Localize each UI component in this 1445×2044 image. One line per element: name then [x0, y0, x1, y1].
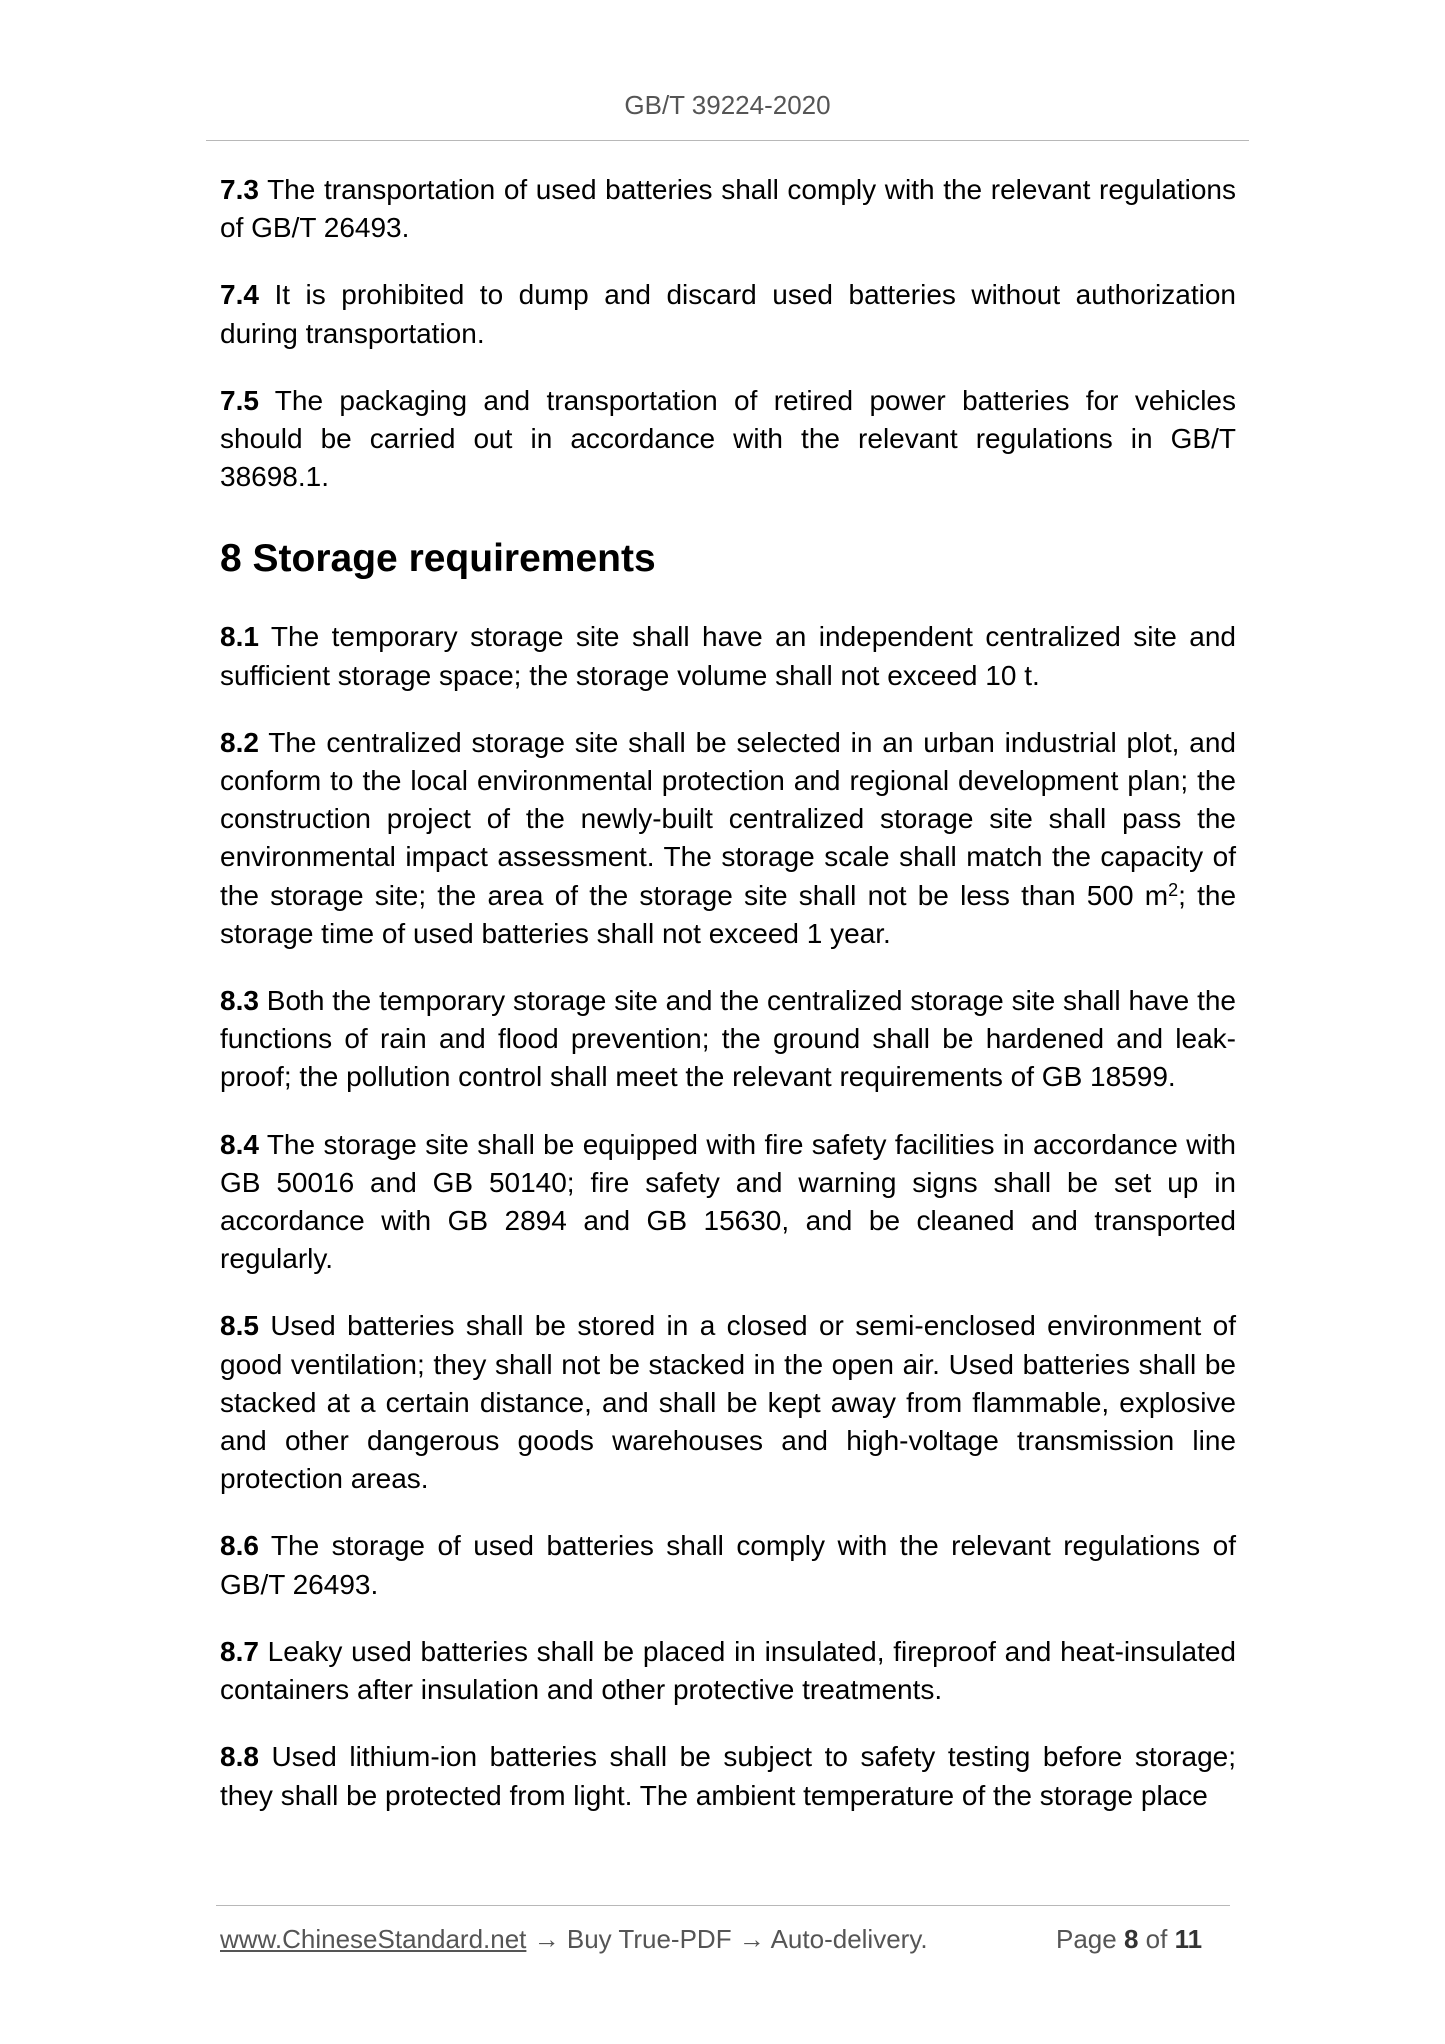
clause-number: 7.5: [220, 384, 259, 416]
clause-8-5: [220, 1307, 1236, 1498]
clause-8-8: [220, 1738, 1236, 1814]
right-arrow-icon: →: [533, 1924, 560, 1954]
website-link[interactable]: www.ChineseStandard.net: [220, 1924, 527, 1954]
header-divider: [206, 140, 1249, 141]
clause-text: Used lithium-ion batteries shall be subject to safety testing before storage; they shall be protected from light. The ambient temperature of the storage place: [220, 1741, 1236, 1811]
page-current: 8: [1123, 1924, 1139, 1954]
clause-7-3: [220, 171, 1236, 247]
section-heading-8: 8 Storage requirements: [220, 537, 656, 581]
clause-number: 8.3: [220, 985, 259, 1017]
clause-7-4: [220, 276, 1236, 352]
clause-text: The storage site shall be equipped with fire safety facilities in accordance with GB 50016 and GB 50140; fire safety and warning signs shall be set up in accordance with GB 2894 and GB 15630, and be cleaned and transported regularly.: [220, 1128, 1236, 1275]
clause-7-5: [220, 382, 1236, 497]
clause-number: 7.4: [220, 279, 259, 311]
right-arrow-icon: →: [738, 1924, 765, 1954]
footer-promo: [220, 1924, 928, 1955]
clause-text: It is prohibited to dump and discard used batteries without authorization during transportation.: [220, 279, 1236, 349]
page-indicator: [1056, 1924, 1202, 1955]
clause-text: The packaging and transportation of retired power batteries for vehicles should be carried out in accordance with the relevant regulations in GB/T 38698.1.: [220, 384, 1236, 493]
clause-text: Both the temporary storage site and the centralized storage site shall have the functions of rain and flood prevention; the ground shall be hardened and leak-proof; the pollution control shall meet the relevant requirements of GB 18599.: [220, 985, 1236, 1093]
clause-number: 8.7: [220, 1635, 259, 1667]
page-body: [220, 171, 1236, 1844]
clause-text: Leaky used batteries shall be placed in insulated, fireproof and heat-insulated containers after insulation and other protective treatments.: [220, 1635, 1236, 1706]
clause-text: Used batteries shall be stored in a closed or semi-enclosed environment of good ventilation; they shall not be stacked in the open air. Used batteries shall be stacked at a certain distance, and shall be kept away from flammable, explosive and other dangerous goods warehouses and high-voltage transmission line protection areas.: [220, 1310, 1236, 1495]
clause-text-continued: ; the storage time of used batteries shall not exceed 1 year.: [220, 879, 1237, 949]
clause-8-6: [220, 1527, 1236, 1603]
clause-number: 8.4: [220, 1128, 259, 1160]
delivery-text: Auto-delivery.: [764, 1924, 928, 1954]
header-title: GB/T 39224-2020: [624, 90, 831, 120]
clause-8-1: [220, 618, 1236, 694]
clause-8-4: [220, 1126, 1236, 1279]
of-label: of: [1145, 1924, 1168, 1954]
clause-number: 8.8: [220, 1741, 259, 1773]
clause-number: 7.3: [220, 174, 259, 205]
clause-8-3: [220, 982, 1236, 1097]
buy-text: Buy True-PDF: [559, 1924, 739, 1954]
clause-text: The temporary storage site shall have an independent centralized site and sufficient storage space; the storage volume shall not exceed 10 t.: [220, 621, 1236, 691]
page-label: Page: [1056, 1924, 1117, 1954]
footer-divider: [216, 1905, 1230, 1906]
clause-number: 8.6: [220, 1530, 259, 1562]
clause-number: 8.2: [220, 726, 259, 758]
clause-8-7: [220, 1633, 1236, 1709]
clause-text: The storage of used batteries shall comply with the relevant regulations of GB/T 26493.: [220, 1530, 1236, 1600]
clause-8-2: [220, 724, 1236, 953]
clause-text: The centralized storage site shall be selected in an urban industrial plot, and conform to the local environmental protection and regional development plan; the construction project of the newly-built centralized storage site shall pass the environmental impact assessment. The storage scale shall match the capacity of the storage site; the area of the storage site shall not be less than 500 m: [220, 726, 1236, 911]
clause-number: 8.5: [220, 1310, 259, 1342]
superscript-exponent: 2: [1168, 879, 1179, 900]
clause-text: The transportation of used batteries shall comply with the relevant regulations of GB/T 26493.: [220, 174, 1236, 244]
page-total: 11: [1174, 1924, 1203, 1954]
clause-number: 8.1: [220, 621, 259, 653]
